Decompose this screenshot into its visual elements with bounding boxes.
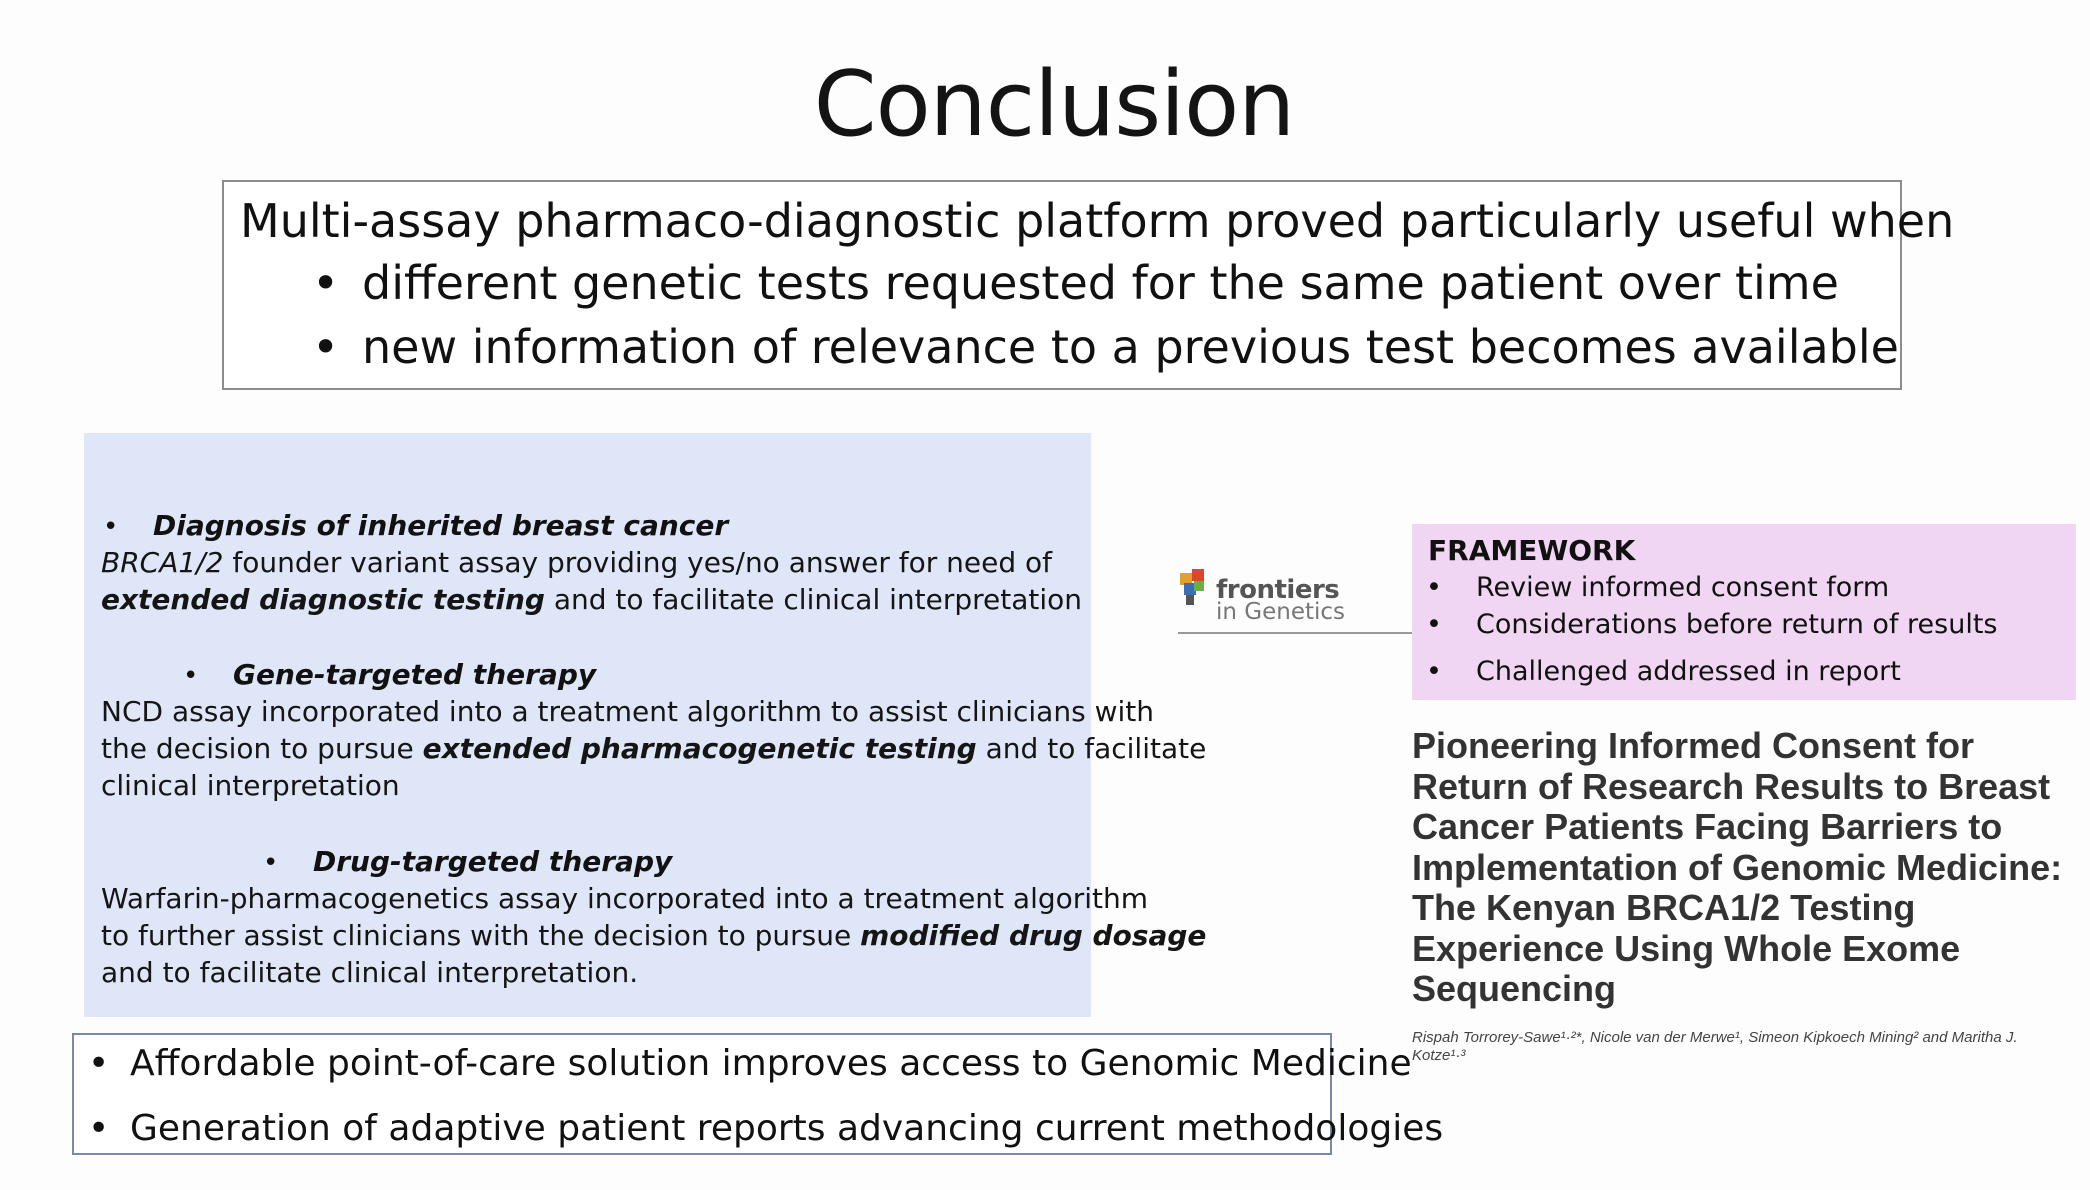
frontiers-mark-icon [1178, 567, 1214, 609]
summary-bullet-text: different genetic tests requested for the same patient over time [362, 256, 1839, 310]
article-authors: Rispah Torrorey-Sawe¹·²*, Nicole van der Merwe¹, Simeon Kipkoech Mining² and Maritha J. Kotze¹·³ [1412, 1029, 2018, 1064]
bullet-dot: • [312, 320, 340, 374]
benefits-box [72, 1033, 1444, 1155]
section-heading-text: Diagnosis of inherited breast cancer [153, 509, 729, 542]
section-text-line: Warfarin-pharmacogenetics assay incorporated into a treatment algorithm [101, 882, 1149, 915]
gene-name: BRCA1/2 [101, 546, 224, 579]
section-text: to further assist clinicians with the decision to pursue [101, 919, 861, 952]
frontiers-journal-name: in Genetics [1216, 599, 1346, 625]
section-text: and to facilitate [976, 732, 1207, 765]
section-text-line [101, 732, 1206, 765]
emphasis-text: modified drug dosage [860, 919, 1207, 952]
section-heading [183, 658, 596, 691]
framework-item [1426, 609, 1998, 640]
frontiers-logo [1178, 565, 1408, 635]
section-text-line [101, 919, 1206, 952]
bullet-dot: • [1426, 572, 1442, 603]
section-text-line [101, 546, 1052, 579]
summary-bullet [312, 320, 1899, 374]
bullet-dot: • [1426, 656, 1442, 687]
framework-item [1426, 572, 1889, 603]
framework-title: FRAMEWORK [1428, 534, 1636, 567]
summary-intro: Multi-assay pharmaco-diagnostic platform proved particularly useful when [240, 194, 1955, 248]
slide-title: Conclusion [813, 52, 1295, 157]
frontiers-wordmark: frontiers [1216, 575, 1340, 605]
use-cases-panel [84, 433, 1207, 1017]
summary-bullet [312, 256, 1839, 310]
section-text: and to facilitate clinical interpretation [544, 583, 1083, 616]
section-text: founder variant assay providing yes/no answer for need of [223, 546, 1053, 579]
emphasis-text: extended pharmacogenetic testing [422, 732, 977, 765]
bullet-dot: • [88, 1108, 110, 1149]
summary-bullet-text: new information of relevance to a previous test becomes available [362, 320, 1899, 374]
bullet-dot: • [263, 848, 279, 878]
emphasis-text: extended diagnostic testing [101, 583, 545, 616]
benefit-bullet [88, 1108, 1443, 1149]
bullet-dot: • [183, 661, 199, 691]
bullet-dot: • [88, 1043, 110, 1084]
framework-box [1412, 524, 2076, 700]
framework-item-text: Challenged addressed in report [1476, 656, 1901, 687]
framework-item [1426, 656, 1901, 687]
benefit-text: Affordable point-of-care solution improves access to Genomic Medicine [130, 1043, 1412, 1084]
section-heading-text: Drug-targeted therapy [313, 845, 673, 878]
framework-item-text: Review informed consent form [1476, 572, 1890, 603]
benefit-bullet [88, 1043, 1412, 1084]
logo-divider [1178, 632, 1413, 634]
section-text: the decision to pursue [101, 732, 423, 765]
bullet-dot: • [312, 256, 340, 310]
bullet-dot: • [1426, 609, 1442, 640]
section-text-line: and to facilitate clinical interpretation. [101, 956, 639, 989]
benefit-text: Generation of adaptive patient reports advancing current methodologies [130, 1108, 1444, 1149]
section-heading [263, 845, 672, 878]
framework-item-text: Considerations before return of results [1476, 609, 1998, 640]
bullet-dot: • [103, 512, 119, 542]
section-heading-text: Gene-targeted therapy [233, 658, 597, 691]
summary-box [222, 180, 1955, 390]
section-text-line [101, 583, 1082, 616]
article-title: Pioneering Informed Consent for Return of Research Results to Breast Cancer Patients Facing Barriers to Implementation of Genomic Medicine: The Kenyan BRCA1/2 Testing Experience Using Whole Exome Sequencing [1412, 725, 2063, 1009]
section-heading [103, 509, 728, 542]
section-text-line: NCD assay incorporated into a treatment algorithm to assist clinicians with [101, 695, 1154, 728]
section-text-line: clinical interpretation [101, 769, 400, 802]
